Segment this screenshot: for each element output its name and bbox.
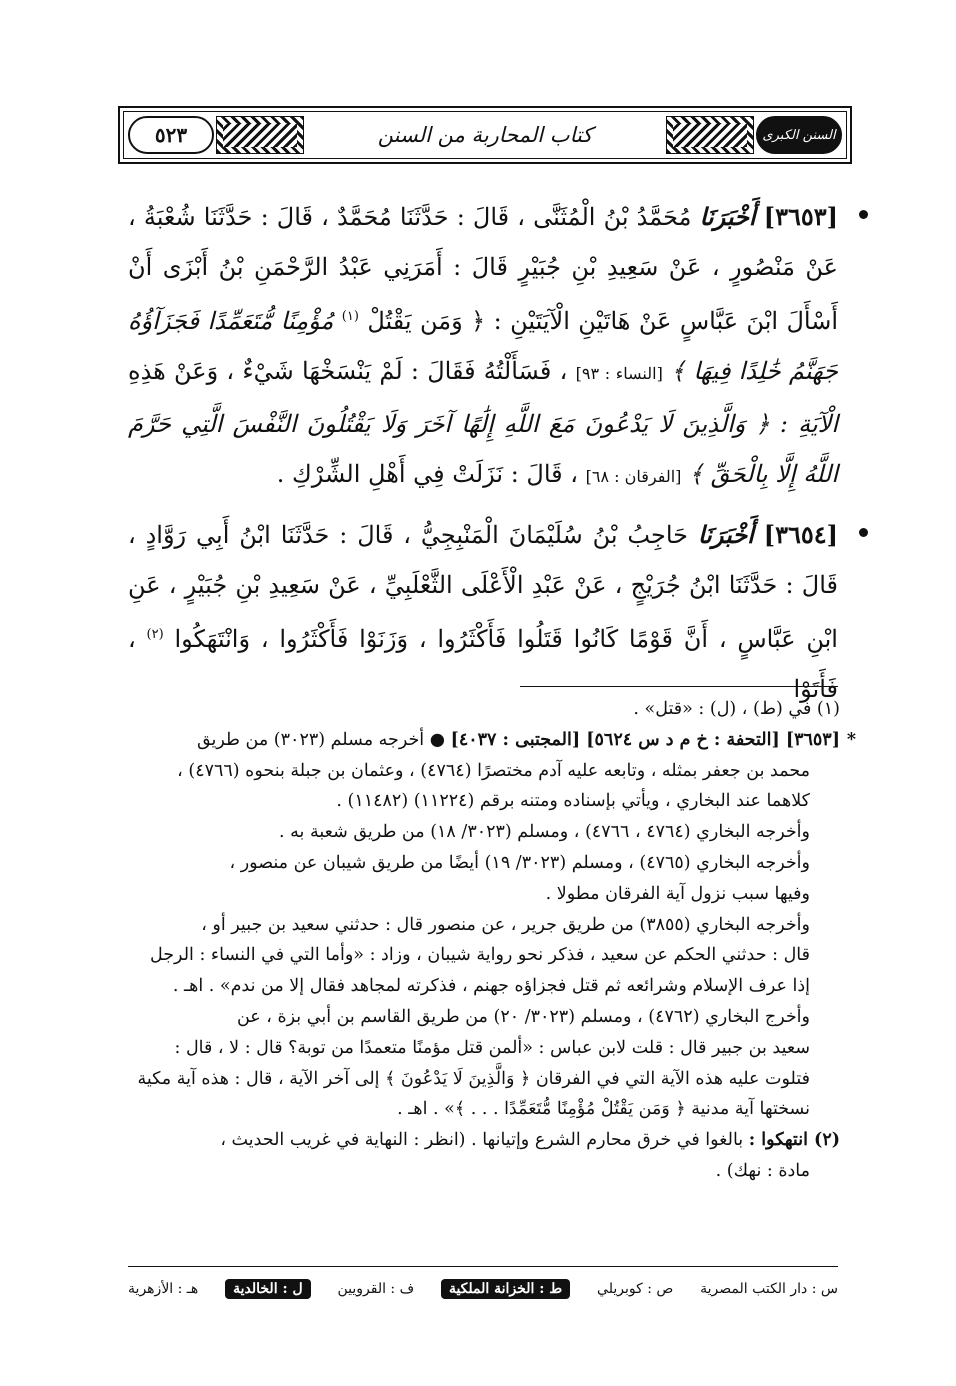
takhrij-line: محمد بن جعفر بمثله ، وتابعه عليه آدم مختصرًا (٤٧٦٤) ، وعثمان بن جبلة بنحوه (٤٧٦٦) ، <box>177 760 810 781</box>
footnote-separator <box>520 686 838 687</box>
hadith-text-line: ، فَسَأَلْتُهُ فَقَالَ : لَمْ يَنْسَخْهَا شَيْءٌ ، وَعَنْ هَذِهِ <box>128 357 568 385</box>
takhrij-text: ● أخرجه مسلم (٣٠٢٣) من طريق <box>196 729 445 750</box>
quran-text: جَهَنَّمُ خَٰلِدًا فِيهَا ﴾ <box>671 357 838 385</box>
ornament-right <box>666 116 754 154</box>
hadith-text-line: ابْنَ عَبَّاسٍ عَنْ هَاتَيْنِ الْآيَتَيْنِ : ﴿ وَمَن يَقْتُلْ <box>367 307 779 335</box>
hadith-text-line: عَبَّاسٍ ، أَنَّ قَوْمًا كَانُوا قَتَلُوا فَأَكْثَرُوا ، وَزَنَوْا فَأَكْثَرُوا ، وَانْتَهَكُوا <box>174 625 796 653</box>
book-logo-text: السنن الكبرى <box>762 127 836 143</box>
footnote-2-label: (٢) انتهكوا : <box>748 1130 840 1151</box>
legend-sad: ص : كوبريلي <box>597 1281 674 1297</box>
header-title-box <box>310 116 660 154</box>
hadith-3654 <box>128 510 838 714</box>
takhrij-line: وأخرجه البخاري (٣٨٥٥) من طريق جرير ، عن منصور قال : حدثني سعيد بن جبير أو ، <box>201 914 810 935</box>
hadith-number: [٣٦٥٤] <box>763 520 838 549</box>
page-number-medallion <box>128 116 214 154</box>
hadith-number: [٣٦٥٣] <box>763 202 838 231</box>
legend-fa: ف : القرويين <box>337 1281 415 1297</box>
legend-ta: ط : الخزانة الملكية <box>441 1279 570 1299</box>
hadith-text-line: ، قَالَ : نَزَلَتْ فِي أَهْلِ الشِّرْكِ . <box>276 460 579 488</box>
bullet-icon <box>859 528 868 537</box>
footnote-marker: (١) <box>341 309 359 324</box>
quran-text: مُؤْمِنًا مُّتَعَمِّدًا فَجَزَآؤُهُ <box>128 307 334 335</box>
takhrij-line: إذا عرف الإسلام وشرائعه ثم قتل فجزاؤه جهنم ، فذكرته لمجاهد فقال إلا من ندم» . اهـ . <box>172 976 810 997</box>
takhrij-line: وأخرج البخاري (٤٧٦٢) ، ومسلم (٣٠٢٣/ ٢٠) من طريق القاسم بن أبي بزة ، عن <box>236 1006 810 1027</box>
quran-reference: [النساء : ٩٣] <box>575 364 663 383</box>
hadith-text-line: حَاجِبُ بْنُ سُلَيْمَانَ الْمَنْبِجِيُّ ، قَالَ : حَدَّثَنَا ابْنُ أَبِي رَوَّادٍ ، <box>128 521 688 549</box>
header-frame <box>123 111 847 159</box>
footnote-2 <box>124 1125 840 1156</box>
running-header <box>118 106 852 164</box>
quran-text: بِالْحَقِّ ﴾ <box>689 460 768 488</box>
takhrij-line: نسختها آية مدنية ﴿ وَمَن يَقْتُلْ مُؤْمِنًا مُّتَعَمِّدًا . . . ﴾» . اهـ . <box>397 1099 810 1120</box>
footnote-1: (١) في (ط) ، (ل) : «قتل» . <box>633 699 840 719</box>
hadith-text-line: قَالَ : حَدَّثَنَا ابْنُ جُرَيْجٍ ، عَنْ عَبْدِ الْأَعْلَى الثَّعْلَبِيِّ ، عَنْ سَعِيدِ بْنِ جُبَيْرٍ ، عَنِ ابْنِ <box>128 571 838 653</box>
takhrij-line: كلاهما عند البخاري ، ويأتي بإسناده ومتنه برقم (١١٢٢٤) (١١٤٨٢) . <box>336 791 810 812</box>
takhrij-line: وأخرجه البخاري (٤٧٦٥) ، ومسلم (٣٠٢٣/ ١٩) أيضًا من طريق شيبان عن منصور ، <box>229 852 810 873</box>
takhrij-line: سعيد بن جبير قال : قلت لابن عباس : «ألمن قتل مؤمنًا متعمدًا من توبة؟ قال : لا ، قال : <box>174 1037 810 1058</box>
legend-ha: هـ : الأزهرية <box>128 1281 199 1297</box>
legend-lam: ل : الخالدية <box>225 1279 311 1299</box>
manuscript-legend <box>128 1274 838 1304</box>
main-text <box>128 192 838 722</box>
hadith-text-line: مُحَمَّدُ بْنُ الْمُثَنَّى ، قَالَ : حَدَّثَنَا مُحَمَّدٌ ، قَالَ : حَدَّثَنَا شُعْبَةُ ، <box>128 203 692 231</box>
page-number: ٥٢٣ <box>154 123 188 147</box>
takhrij-3653 <box>124 725 856 756</box>
chapter-title: كتاب المحاربة من السنن <box>377 123 593 147</box>
legend-s: س : دار الكتب المصرية <box>700 1281 838 1297</box>
takhrij-line: فتلوت عليه هذه الآية التي في الفرقان ﴿ وَالَّذِينَ لَا يَدْعُونَ ﴾ إلى آخر الآية ، قال : هذه آية مكية <box>137 1068 810 1089</box>
footnote-2-end: مادة : نهك) . <box>715 1160 810 1181</box>
ornament-left <box>216 116 304 154</box>
takhrij-line: قال : حدثني الحكم عن سعيد ، فذكر نحو رواية شيبان ، وزاد : «وأما التي في النساء : الرجل <box>149 945 810 966</box>
footnote-marker: (٢) <box>146 627 164 642</box>
takhrij-ref: [٣٦٥٣] [التحفة : خ م د س ٥٦٢٤] [المجتبى : ٤٠٣٧] <box>450 729 840 750</box>
hadith-text-line: عَنْ مَنْصُورٍ ، عَنْ سَعِيدِ بْنِ جُبَيْرٍ قَالَ : أَمَرَنِي عَبْدُ الرَّحْمَنِ بْنُ أَبْزَى أَنْ أَسْأَلَ <box>128 253 838 335</box>
akhbarana-word: أَخْبَرَنَا <box>699 202 756 231</box>
akhbarana-word: أَخْبَرَنَا <box>697 520 754 549</box>
quran-text: الْآيَةِ : ﴿ وَالَّذِينَ لَا يَدْعُونَ مَعَ اللَّهِ إِلَٰهًا آخَرَ وَلَا يَقْتُلُونَ النَّفْسَ الَّتِي حَرَّمَ اللَّهُ إِلَّا <box>128 410 838 488</box>
footnotes <box>124 694 856 1187</box>
book-logo <box>756 116 842 154</box>
takhrij-line: وأخرجه البخاري (٤٧٦٤ ، ٤٧٦٦) ، ومسلم (٣٠٢٣/ ١٨) من طريق شعبة به . <box>279 822 810 843</box>
legend-separator <box>128 1266 838 1267</box>
asterisk-icon: * <box>846 729 856 750</box>
hadith-text-line: ، فَأَتَوْا <box>128 625 838 703</box>
quran-reference: [الفرقان : ٦٨] <box>585 467 682 486</box>
takhrij-line: وفيها سبب نزول آية الفرقان مطولا . <box>545 883 810 904</box>
bullet-icon <box>859 210 868 219</box>
hadith-3653 <box>128 192 838 502</box>
footnote-2-text: بالغوا في خرق محارم الشرع وإتيانها . (انظر : النهاية في غريب الحديث ، <box>220 1130 744 1151</box>
